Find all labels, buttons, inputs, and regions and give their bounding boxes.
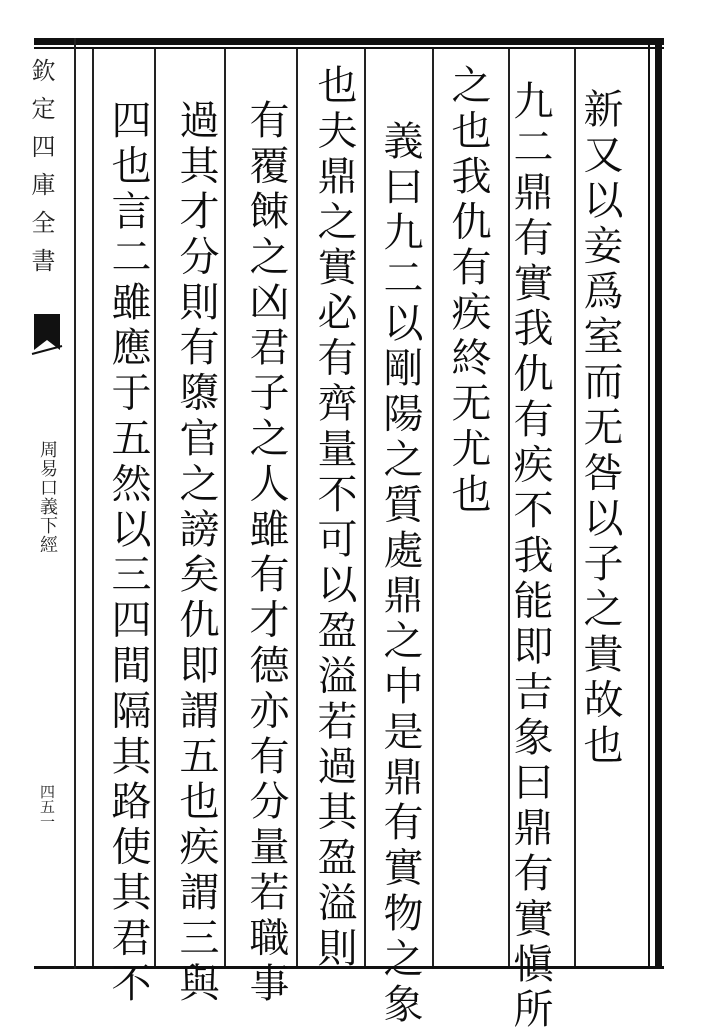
text-column-8: 四也言二雖應于五然以三四間隔其路使其君不	[105, 99, 151, 1007]
column-rule	[432, 49, 434, 966]
collection-title: 欽定四庫全書	[27, 58, 55, 286]
fishtail-icon	[30, 310, 64, 358]
text-column-5: 也夫鼎之實必有齊量不可以盈溢若過其盈溢則	[311, 64, 357, 972]
frame-top-inner-border	[34, 47, 664, 49]
frame-right-border	[655, 38, 662, 969]
text-column-1: 新又以妾爲室而无咎以子之貴故也	[577, 88, 623, 769]
gutter-divider	[74, 38, 76, 969]
column-rule	[92, 49, 94, 966]
column-rule	[224, 49, 226, 966]
page-number: 四五一	[38, 784, 56, 829]
text-column-7: 過其才分則有隳官之謗矣仇即謂五也疾謂三與	[173, 99, 219, 1007]
frame-top-border	[34, 38, 664, 45]
column-rule	[364, 49, 366, 966]
book-title: 周易口義下經	[37, 440, 58, 554]
text-column-4: 義曰九二以剛陽之質處鼎之中是鼎有實物之象	[377, 120, 423, 1028]
text-column-6: 有覆餗之凶君子之人雖有才德亦有分量若職事	[243, 99, 289, 1007]
frame-right-inner-border	[648, 38, 650, 969]
text-column-2: 九二鼎有實我仇有疾不我能即吉象曰鼎有實愼所	[507, 80, 553, 1033]
column-rule	[296, 49, 298, 966]
text-column-3: 之也我仇有疾終无尤也	[445, 64, 491, 518]
